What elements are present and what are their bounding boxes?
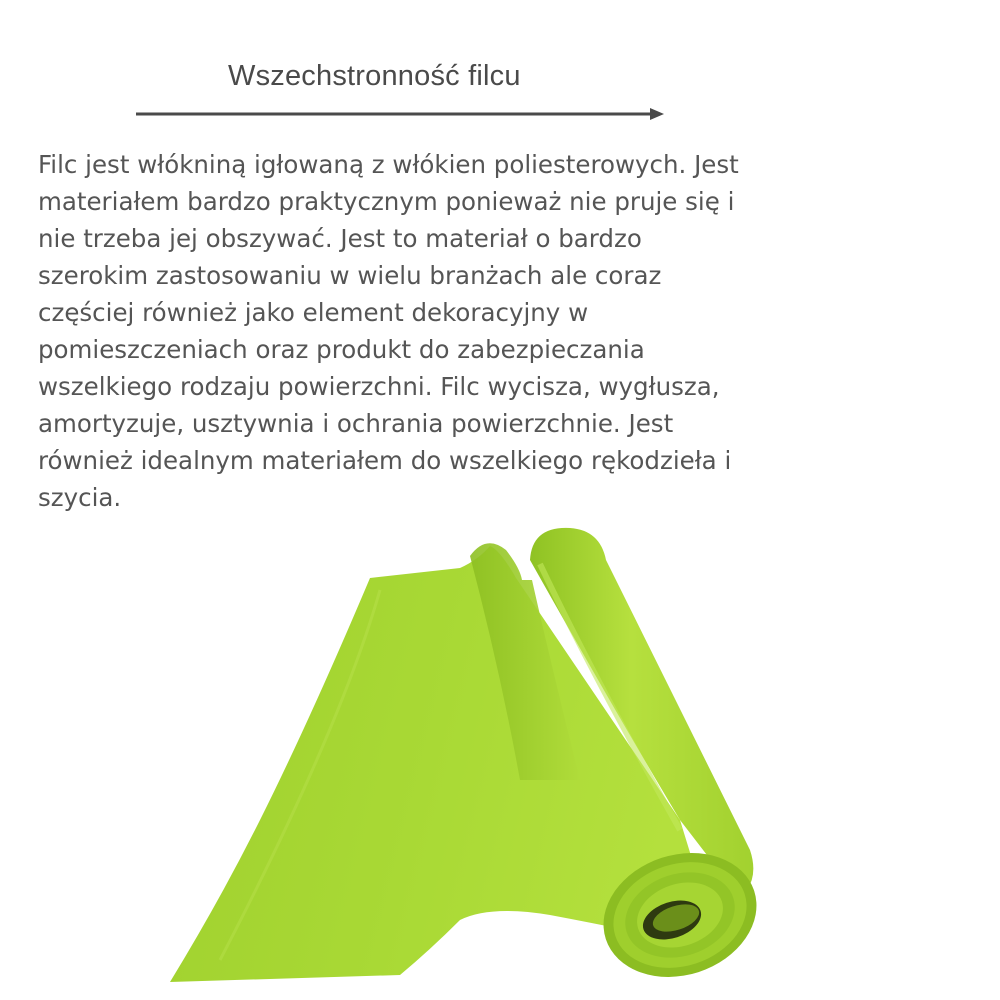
felt-roll-image [160, 520, 780, 990]
description-text: Filc jest włókniną igłowaną z włókien poliesterowych. Jest materiałem bardzo praktycznym ponieważ nie pruje się i nie trzeba jej obszywać. Jest to materiał o bardzo szerokim zastosowaniu w wielu branżach ale coraz częściej również jako element dekoracyjny w pomieszczeniach oraz produkt do zabezpieczania wszelkiego rodzaju powierzchni. Filc wycisza, wygłusza, amortyzuje, usztywnia i ochrania powierzchnie. Jest również idealnym materiałem do wszelkiego rękodzieła i szycia. [38, 150, 739, 512]
page-title: Wszechstronność filcu [228, 60, 521, 92]
right-arrow-icon [134, 104, 666, 124]
